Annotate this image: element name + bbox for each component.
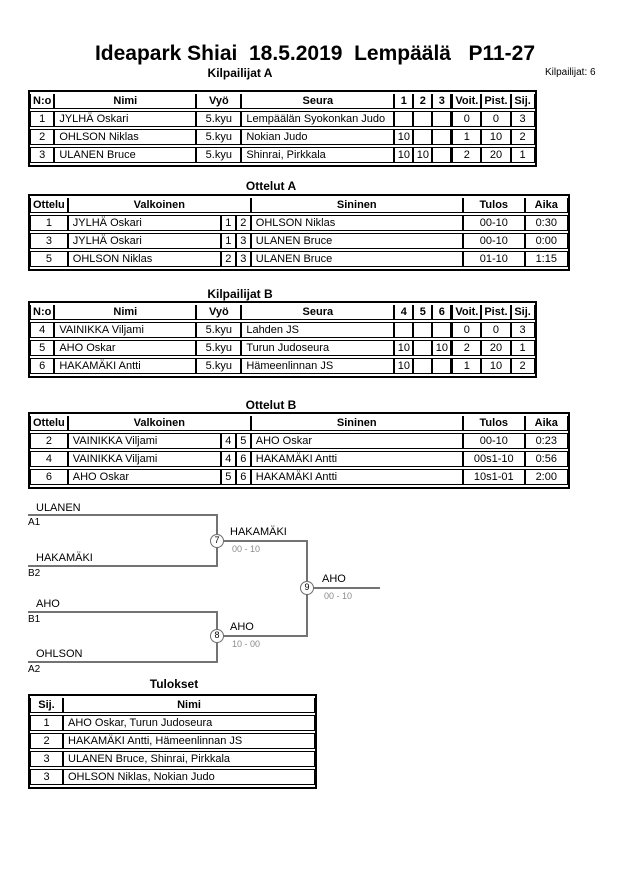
bracket-match-number: 8	[210, 629, 224, 643]
col-header-result: Tulos	[463, 416, 525, 431]
col-header-match: Ottelu	[30, 198, 68, 213]
cell-m3	[432, 147, 451, 163]
table-row	[30, 469, 568, 485]
cell-white-no: 2	[221, 251, 236, 267]
cell-name: VAINIKKA Viljami	[54, 322, 196, 338]
bracket-slot-name: ULANEN	[36, 502, 81, 514]
cell-m6: 10	[432, 340, 451, 356]
table-ottelut-a	[28, 194, 570, 271]
col-header-wins: Voit.	[451, 94, 481, 109]
cell-result: 00-10	[463, 215, 525, 231]
cell-club: Lempäälän Syokonkan Judo	[241, 111, 394, 127]
cell-club: Nokian Judo	[241, 129, 394, 145]
cell-match-no: 3	[30, 233, 68, 249]
cell-blue-no: 6	[236, 469, 251, 485]
col-header-blue: Sininen	[251, 198, 463, 213]
col-header-club: Seura	[241, 305, 394, 320]
cell-blue-name: ULANEN Bruce	[251, 233, 463, 249]
cell-blue-no: 2	[236, 215, 251, 231]
cell-name: OHLSON Niklas, Nokian Judo	[63, 769, 315, 785]
table-row	[30, 751, 315, 767]
bracket-winner-name: AHO	[230, 621, 254, 633]
cell-belt: 5.kyu	[196, 358, 241, 374]
cell-m5	[413, 322, 432, 338]
cell-m2	[413, 111, 432, 127]
cell-m2: 10	[413, 147, 432, 163]
cell-time: 0:23	[525, 433, 568, 449]
bracket-line	[216, 635, 308, 637]
cell-m4: 10	[394, 340, 413, 356]
table-row	[30, 715, 315, 731]
cell-points: 20	[481, 147, 510, 163]
cell-points: 0	[481, 111, 510, 127]
cell-place: 2	[30, 733, 63, 749]
col-header-belt: Vyö	[196, 94, 241, 109]
cell-time: 0:30	[525, 215, 568, 231]
cell-m6	[432, 322, 451, 338]
col-header-result: Tulos	[463, 198, 525, 213]
section-title-ottelut-b: Ottelut B	[245, 398, 297, 412]
bracket-line	[28, 565, 218, 567]
col-header-no: N:o	[30, 94, 54, 109]
table-row	[30, 147, 535, 163]
table-row	[30, 769, 315, 785]
cell-white-name: AHO Oskar	[68, 469, 221, 485]
bracket-match-score: 00 - 10	[232, 544, 261, 554]
cell-match-no: 2	[30, 433, 68, 449]
cell-place: 1	[30, 715, 63, 731]
cell-blue-no: 5	[236, 433, 251, 449]
col-header-no: N:o	[30, 305, 54, 320]
cell-result: 01-10	[463, 251, 525, 267]
table-row	[30, 215, 568, 231]
cell-no: 5	[30, 340, 54, 356]
col-header-name: Nimi	[54, 94, 196, 109]
cell-white-no: 5	[221, 469, 236, 485]
cell-belt: 5.kyu	[196, 340, 241, 356]
col-header-blue: Sininen	[251, 416, 463, 431]
cell-white-no: 1	[221, 233, 236, 249]
bracket-seed-label: A2	[28, 664, 41, 675]
cell-name: OHLSON Niklas	[54, 129, 196, 145]
cell-place: 3	[30, 769, 63, 785]
table-row	[30, 111, 535, 127]
cell-white-name: OHLSON Niklas	[68, 251, 221, 267]
col-header-belt: Vyö	[196, 305, 241, 320]
cell-no: 6	[30, 358, 54, 374]
cell-result: 10s1-01	[463, 469, 525, 485]
table-row	[30, 433, 568, 449]
cell-match-no: 4	[30, 451, 68, 467]
cell-place: 3	[511, 322, 535, 338]
cell-name: JYLHÄ Oskari	[54, 111, 196, 127]
col-header-match: Ottelu	[30, 416, 68, 431]
col-header-name: Nimi	[54, 305, 196, 320]
cell-time: 0:56	[525, 451, 568, 467]
cell-place: 3	[30, 751, 63, 767]
competitors-count: Kilpailijat: 6	[545, 67, 596, 78]
table-row	[30, 251, 568, 267]
bracket-seed-label: B1	[28, 614, 41, 625]
section-title-kilpailijat-b: Kilpailijat B	[207, 287, 273, 301]
cell-blue-no: 3	[236, 251, 251, 267]
col-header-white: Valkoinen	[68, 416, 251, 431]
cell-blue-name: AHO Oskar	[251, 433, 463, 449]
cell-blue-no: 3	[236, 233, 251, 249]
cell-white-name: JYLHÄ Oskari	[68, 215, 221, 231]
section-title-ottelut-a: Ottelut A	[245, 179, 297, 193]
table-row	[30, 358, 535, 374]
table-row	[30, 733, 315, 749]
col-header-club: Seura	[241, 94, 394, 109]
col-header-white: Valkoinen	[68, 198, 251, 213]
bracket-slot-name: AHO	[36, 598, 60, 610]
cell-m1	[394, 111, 413, 127]
bracket-slot-name: OHLSON	[36, 648, 83, 660]
cell-name: HAKAMÄKI Antti	[54, 358, 196, 374]
cell-white-no: 4	[221, 433, 236, 449]
cell-time: 2:00	[525, 469, 568, 485]
header-row	[30, 198, 568, 213]
col-header-name: Nimi	[63, 698, 315, 713]
cell-blue-no: 6	[236, 451, 251, 467]
cell-place: 2	[511, 129, 535, 145]
table-tulokset	[28, 694, 317, 789]
cell-time: 0:00	[525, 233, 568, 249]
cell-name: HAKAMÄKI Antti, Hämeenlinnan JS	[63, 733, 315, 749]
cell-belt: 5.kyu	[196, 111, 241, 127]
cell-match-no: 6	[30, 469, 68, 485]
cell-white-name: VAINIKKA Viljami	[68, 451, 221, 467]
cell-no: 4	[30, 322, 54, 338]
table-row	[30, 129, 535, 145]
bracket-line	[28, 611, 218, 613]
cell-points: 10	[481, 129, 510, 145]
page-title: Ideapark Shiai 18.5.2019 Lempäälä P11-27	[94, 42, 536, 65]
cell-points: 0	[481, 322, 510, 338]
bracket-seed-label: A1	[28, 517, 41, 528]
cell-name: AHO Oskar	[54, 340, 196, 356]
col-header-place: Sij.	[511, 94, 535, 109]
cell-place: 2	[511, 358, 535, 374]
bracket-match-score: 00 - 10	[324, 591, 353, 601]
cell-no: 3	[30, 147, 54, 163]
cell-name: ULANEN Bruce	[54, 147, 196, 163]
cell-m5	[413, 358, 432, 374]
section-title-kilpailijat-a: Kilpailijat A	[207, 66, 273, 80]
table-row	[30, 451, 568, 467]
cell-wins: 1	[451, 358, 481, 374]
cell-place: 3	[511, 111, 535, 127]
cell-m4	[394, 322, 413, 338]
col-header-wins: Voit.	[451, 305, 481, 320]
cell-name: AHO Oskar, Turun Judoseura	[63, 715, 315, 731]
cell-club: Turun Judoseura	[241, 340, 394, 356]
bracket-match-score: 10 - 00	[232, 639, 261, 649]
table-row	[30, 340, 535, 356]
cell-match-no: 5	[30, 251, 68, 267]
cell-m1: 10	[394, 129, 413, 145]
header-row	[30, 305, 535, 320]
cell-blue-name: OHLSON Niklas	[251, 215, 463, 231]
col-header-m3: 3	[432, 94, 451, 109]
cell-name: ULANEN Bruce, Shinrai, Pirkkala	[63, 751, 315, 767]
table-row	[30, 322, 535, 338]
cell-result: 00s1-10	[463, 451, 525, 467]
cell-points: 20	[481, 340, 510, 356]
header-row	[30, 698, 315, 713]
cell-white-name: VAINIKKA Viljami	[68, 433, 221, 449]
table-ottelut-b	[28, 412, 570, 489]
col-header-m6: 6	[432, 305, 451, 320]
cell-white-name: JYLHÄ Oskari	[68, 233, 221, 249]
cell-wins: 2	[451, 340, 481, 356]
cell-club: Lahden JS	[241, 322, 394, 338]
cell-club: Shinrai, Pirkkala	[241, 147, 394, 163]
cell-wins: 2	[451, 147, 481, 163]
cell-m6	[432, 358, 451, 374]
cell-m3	[432, 129, 451, 145]
cell-belt: 5.kyu	[196, 322, 241, 338]
header-row	[30, 416, 568, 431]
table-kilpailijat-a	[28, 90, 537, 167]
col-header-time: Aika	[525, 416, 568, 431]
cell-result: 00-10	[463, 433, 525, 449]
cell-wins: 0	[451, 322, 481, 338]
bracket-winner-name: HAKAMÄKI	[230, 526, 287, 538]
cell-no: 1	[30, 111, 54, 127]
cell-club: Hämeenlinnan JS	[241, 358, 394, 374]
bracket-line	[28, 661, 218, 663]
cell-belt: 5.kyu	[196, 147, 241, 163]
cell-no: 2	[30, 129, 54, 145]
col-header-m1: 1	[394, 94, 413, 109]
cell-m4: 10	[394, 358, 413, 374]
cell-wins: 0	[451, 111, 481, 127]
table-row	[30, 233, 568, 249]
cell-m1: 10	[394, 147, 413, 163]
cell-time: 1:15	[525, 251, 568, 267]
cell-match-no: 1	[30, 215, 68, 231]
bracket-line	[28, 514, 218, 516]
col-header-points: Pist.	[481, 305, 510, 320]
cell-white-no: 4	[221, 451, 236, 467]
col-header-place: Sij.	[511, 305, 535, 320]
cell-m5	[413, 340, 432, 356]
cell-belt: 5.kyu	[196, 129, 241, 145]
cell-points: 10	[481, 358, 510, 374]
cell-white-no: 1	[221, 215, 236, 231]
col-header-m2: 2	[413, 94, 432, 109]
bracket-winner-name: AHO	[322, 573, 346, 585]
cell-blue-name: HAKAMÄKI Antti	[251, 469, 463, 485]
cell-place: 1	[511, 340, 535, 356]
bracket-slot-name: HAKAMÄKI	[36, 552, 93, 564]
cell-blue-name: ULANEN Bruce	[251, 251, 463, 267]
cell-wins: 1	[451, 129, 481, 145]
col-header-m4: 4	[394, 305, 413, 320]
bracket-seed-label: B2	[28, 568, 41, 579]
cell-place: 1	[511, 147, 535, 163]
header-row	[30, 94, 535, 109]
cell-result: 00-10	[463, 233, 525, 249]
col-header-time: Aika	[525, 198, 568, 213]
bracket-line	[306, 587, 380, 589]
col-header-m5: 5	[413, 305, 432, 320]
cell-blue-name: HAKAMÄKI Antti	[251, 451, 463, 467]
cell-m3	[432, 111, 451, 127]
bracket-match-number: 9	[300, 581, 314, 595]
col-header-points: Pist.	[481, 94, 510, 109]
col-header-place: Sij.	[30, 698, 63, 713]
cell-m2	[413, 129, 432, 145]
table-kilpailijat-b	[28, 301, 537, 378]
bracket-match-number: 7	[210, 534, 224, 548]
section-title-tulokset: Tulokset	[149, 677, 199, 691]
bracket-line	[216, 540, 308, 542]
